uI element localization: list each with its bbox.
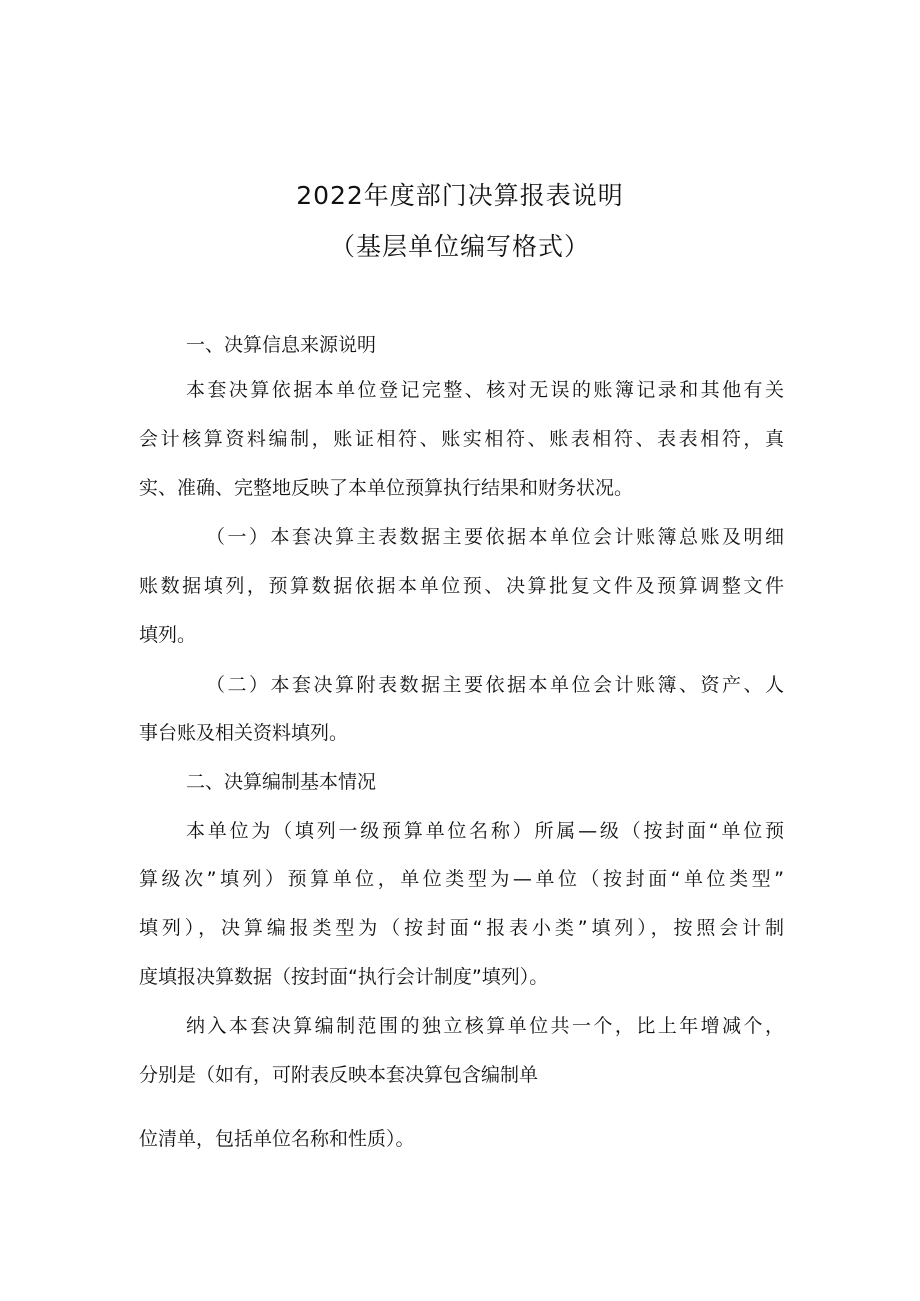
paragraph-line: 算级次”填列）预算单位，单位类型为—单位（按封面“单位类型”: [139, 868, 784, 890]
paragraph-line: 实、准确、完整地反映了本单位预算执行结果和财务状况。: [139, 477, 634, 499]
section-heading: 二、决算编制基本情况: [186, 771, 377, 793]
paragraph-line: 本单位为（填列一级预算单位名称）所属—级（按封面“单位预: [186, 820, 784, 842]
paragraph-line: 账数据填列，预算数据依据本单位预、决算批复文件及预算调整文件: [139, 575, 784, 597]
section-heading: 一、决算信息来源说明: [186, 334, 377, 356]
paragraph-line: 纳入本套决算编制范围的独立核算单位共一个，比上年增减个，: [186, 1015, 784, 1037]
paragraph-line: 位清单，包括单位名称和性质）。: [139, 1128, 415, 1150]
paragraph-line: 分别是（如有，可附表反映本套决算包含编制单: [139, 1064, 539, 1086]
paragraph-line: （一）本套决算主表数据主要依据本单位会计账簿总账及明细: [206, 526, 784, 548]
paragraph-line: 填列。: [139, 624, 197, 646]
paragraph-line: 会计核算资料编制，账证相符、账实相符、账表相符、表表相符，真: [139, 428, 784, 450]
paragraph-line: 事台账及相关资料填列。: [139, 722, 349, 744]
paragraph-line: 度填报决算数据（按封面“执行会计制度”填列）。: [139, 966, 549, 988]
paragraph-line: 填列），决算编报类型为（按封面“报表小类”填列），按照会计制: [139, 917, 784, 939]
paragraph-line: 本套决算依据本单位登记完整、核对无误的账簿记录和其他有关: [186, 379, 784, 401]
document-title: 2022年度部门决算报表说明: [296, 181, 624, 210]
document-subtitle: （基层单位编写格式）: [329, 232, 590, 261]
paragraph-line: （二）本套决算附表数据主要依据本单位会计账簿、资产、人: [206, 674, 784, 696]
